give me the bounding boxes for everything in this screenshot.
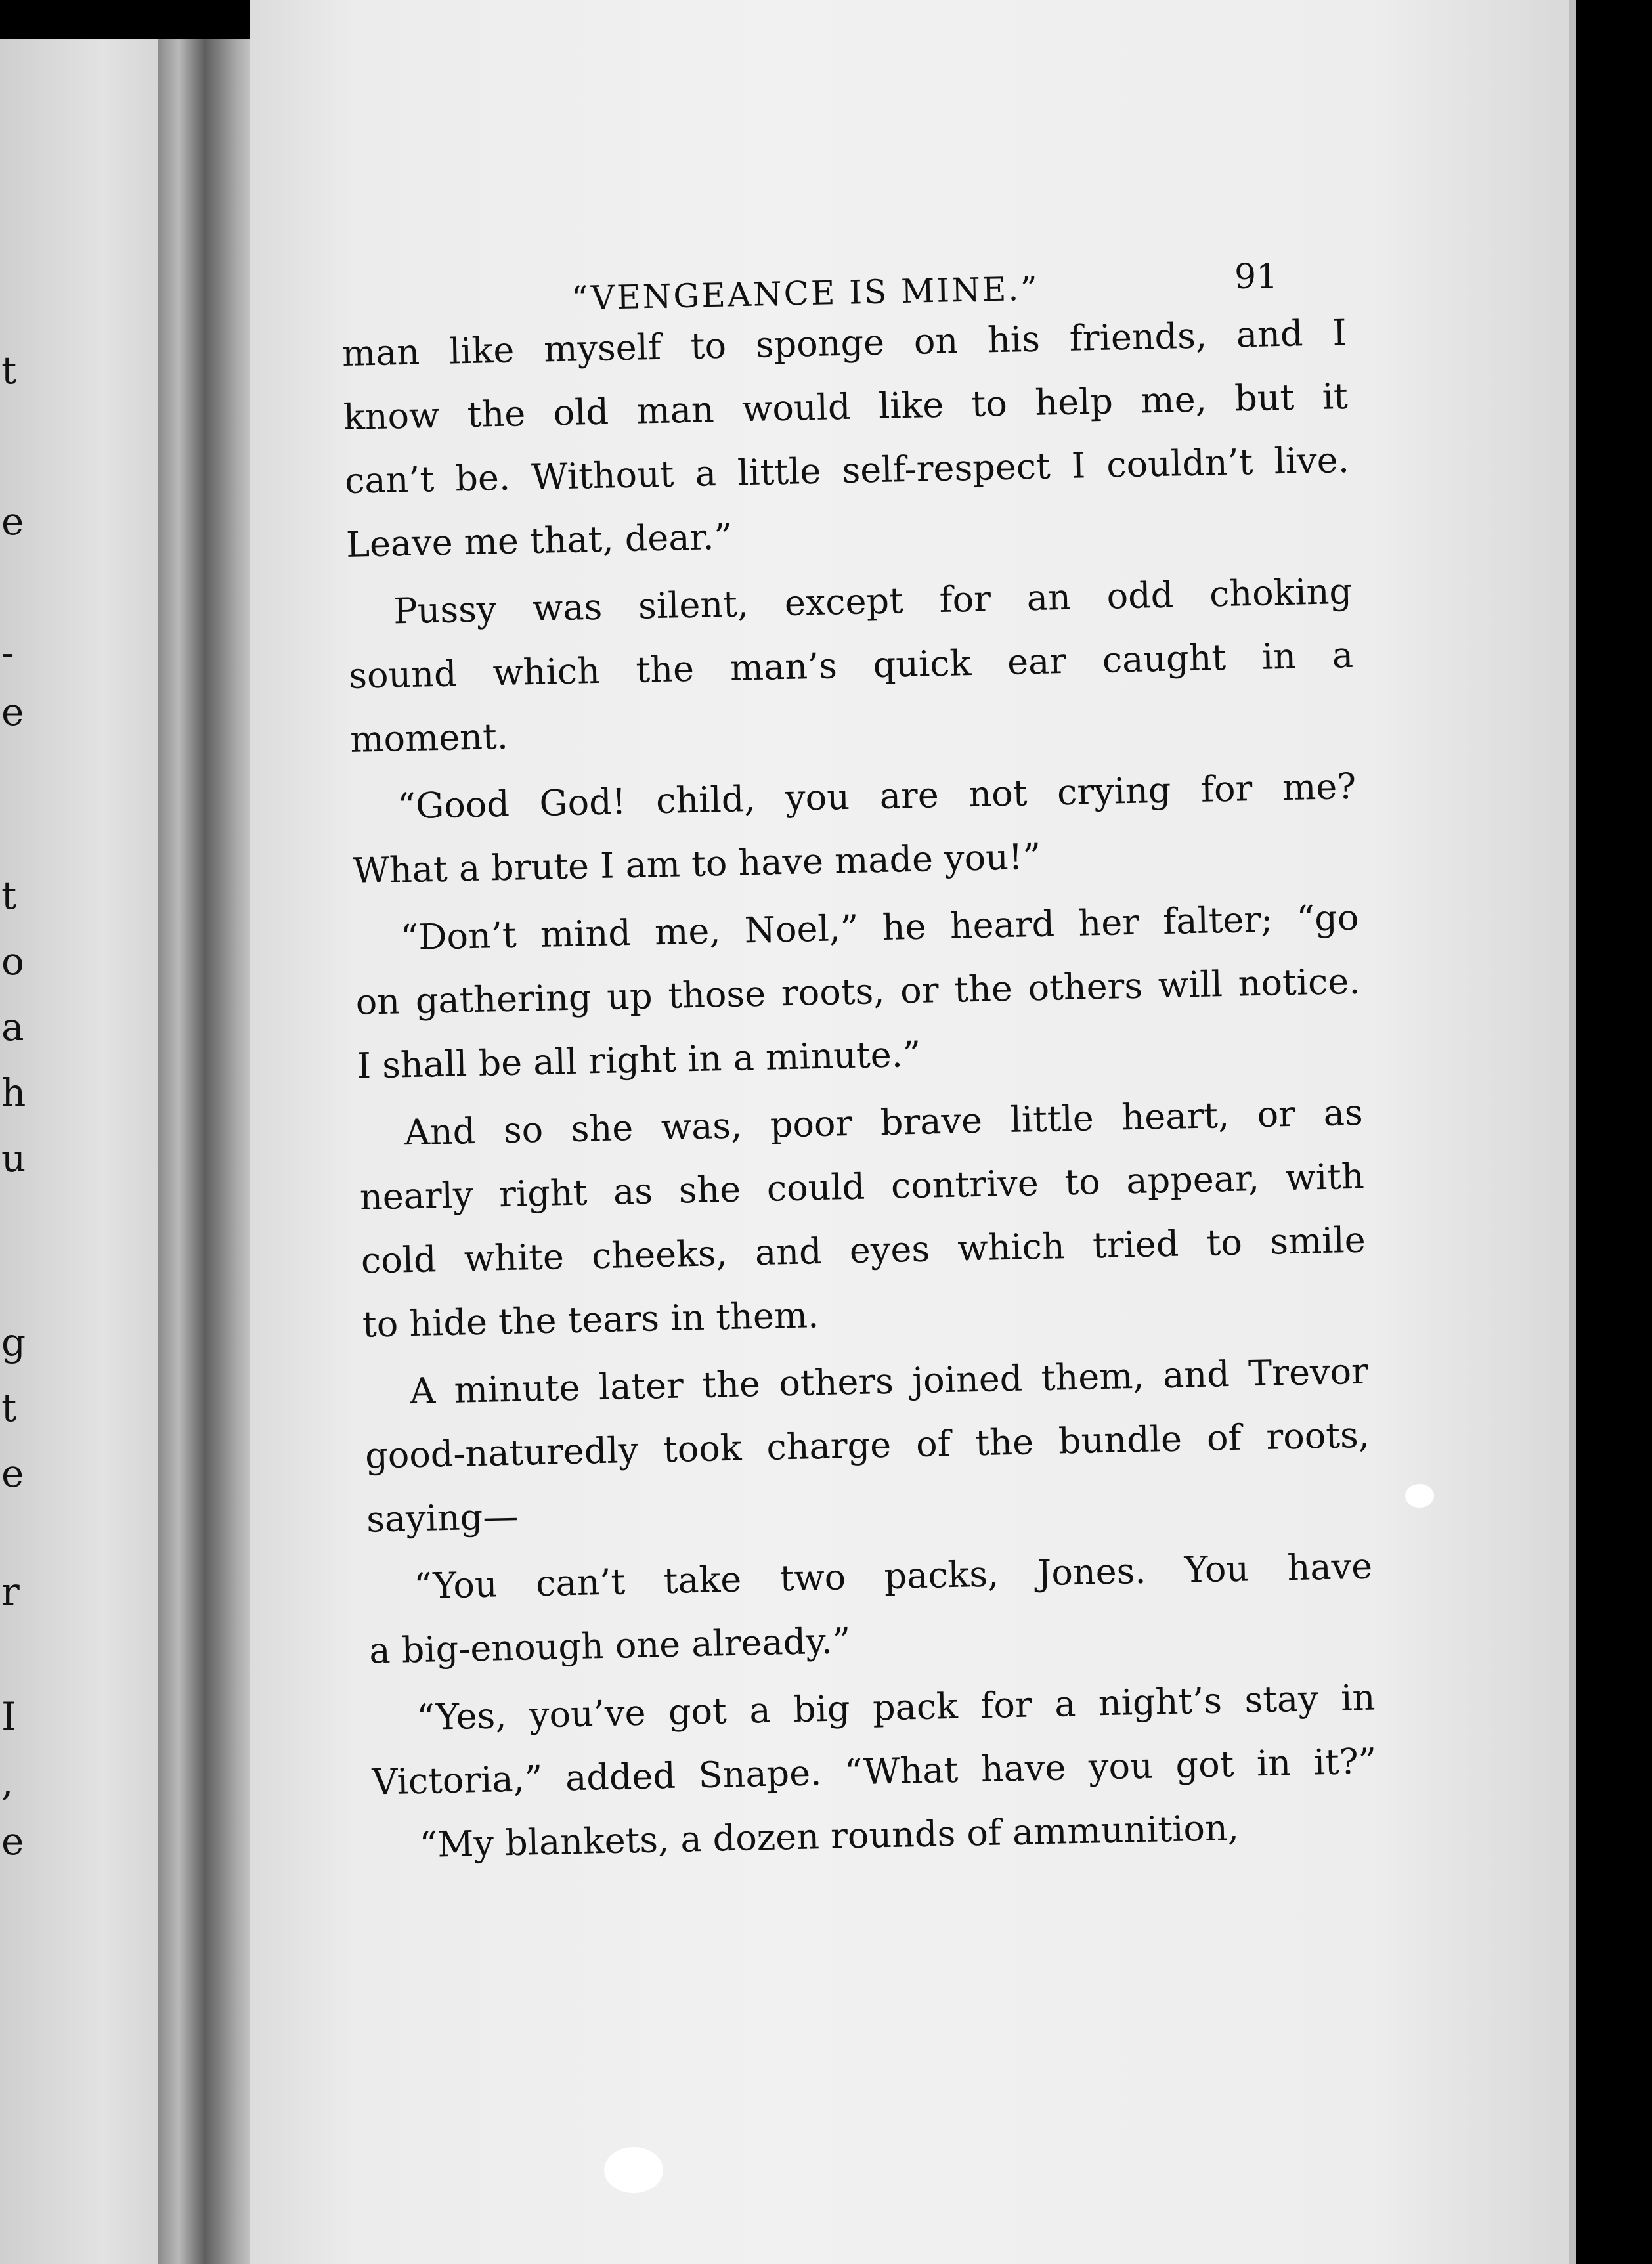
text-line: A minute later the others joined them, and Trevor — [409, 1350, 1369, 1412]
text-line: sound which the man’s quick ear caught in a — [348, 634, 1354, 697]
margin-fragment: e — [1, 499, 24, 544]
margin-fragment: t — [1, 1385, 17, 1430]
text-line: Victoria,” added Snape. “What have you got in it?” — [371, 1740, 1377, 1803]
text-line: to hide the tears in them. — [362, 1294, 819, 1345]
text-line: good-naturedly took charge of the bundle of roots, — [364, 1414, 1370, 1477]
margin-fragment: t — [1, 873, 17, 918]
margin-fragment: e — [1, 1819, 24, 1863]
text-line: nearly right as she could contrive to appear, with — [359, 1155, 1365, 1218]
margin-fragment: I — [1, 1694, 16, 1739]
margin-fragment: e — [1, 689, 24, 734]
book-page — [250, 0, 1576, 2264]
text-line: Leave me that, dear.” — [345, 515, 733, 565]
running-head: “VENGEANCE IS MINE.” — [571, 269, 1040, 318]
text-line: “Don’t mind me, Noel,” he heard her falter; “go — [400, 896, 1359, 959]
text-line: can’t be. Without a little self-respect I couldn’t live. — [344, 439, 1350, 502]
margin-fragment: h — [1, 1070, 26, 1115]
text-line: a big-enough one already.” — [368, 1620, 851, 1672]
text-line: saying— — [366, 1495, 519, 1540]
text-line: “My blankets, a dozen rounds of ammunition, — [418, 1806, 1240, 1866]
text-line: Pussy was silent, except for an odd choking — [393, 570, 1353, 632]
text-line: man like myself to sponge on his friends, and I — [341, 311, 1347, 374]
paper-blemish — [1405, 1484, 1434, 1508]
margin-fragment: o — [1, 939, 24, 984]
text-line: I shall be all right in a minute.” — [357, 1033, 922, 1087]
margin-fragment: g — [1, 1320, 26, 1364]
text-line: “You can’t take two packs, Jones. You have — [413, 1545, 1373, 1607]
text-line: What a brute I am to have made you!” — [352, 835, 1041, 892]
text-line: moment. — [349, 715, 509, 760]
margin-fragment: a — [1, 1005, 24, 1049]
book-gutter-shadow — [158, 39, 263, 2264]
margin-fragment: u — [1, 1136, 26, 1181]
page-body-text — [341, 301, 1378, 1878]
text-line: “Good God! child, you are not crying for me? — [397, 765, 1357, 827]
text-line: And so she was, poor brave little heart, or as — [404, 1091, 1364, 1154]
margin-fragment: , — [1, 1760, 14, 1804]
margin-fragment: t — [1, 348, 17, 393]
margin-fragment: - — [1, 630, 14, 675]
paper-blemish — [604, 2147, 663, 2193]
text-line: cold white cheeks, and eyes which tried to smile — [360, 1219, 1366, 1282]
previous-page-edge — [0, 39, 171, 2264]
text-line: “Yes, you’ve got a big pack for a night’s stay in — [416, 1676, 1376, 1739]
page-number: 91 — [1234, 257, 1278, 297]
margin-fragment: r — [1, 1569, 20, 1614]
text-line: on gathering up those roots, or the others will notice. — [355, 960, 1361, 1023]
text-line: know the old man would like to help me, but it — [343, 375, 1349, 438]
margin-fragment: e — [1, 1451, 24, 1496]
